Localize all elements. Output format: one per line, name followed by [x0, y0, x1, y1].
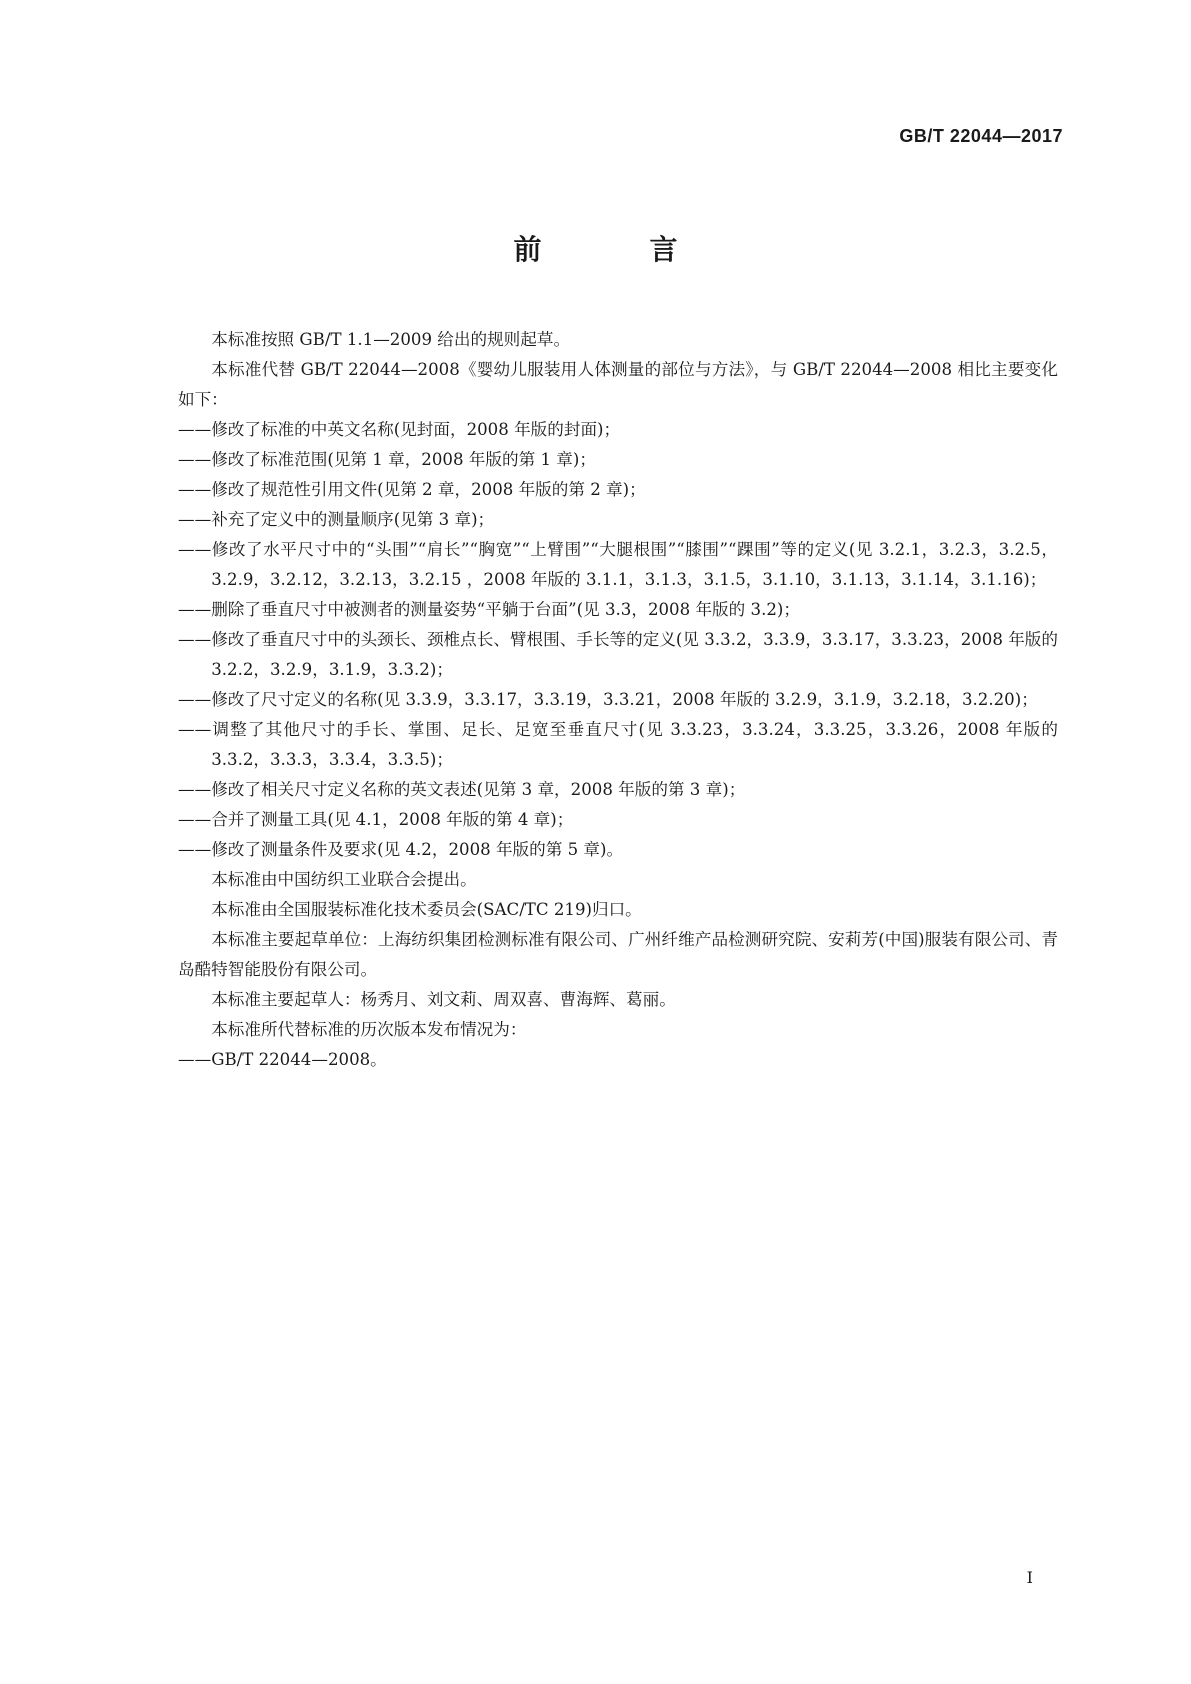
dash-mark: —— [178, 810, 212, 829]
page-title: 前 言 [513, 233, 718, 266]
history-list [178, 1045, 1058, 1075]
change-item-text: 合并了测量工具(见 4.1，2008 年版的第 4 章)； [211, 810, 574, 829]
body-text [178, 325, 1058, 1075]
dash-mark: —— [178, 420, 212, 439]
dash-mark: —— [178, 720, 212, 739]
dash-mark: —— [178, 630, 212, 649]
change-item-text: 删除了垂直尺寸中被测者的测量姿势“平躺于台面”(见 3.3，2008 年版的 3.2)； [211, 600, 800, 619]
dash-mark: —— [178, 510, 212, 529]
change-item-text: 修改了水平尺寸中的“头围”“肩长”“胸宽”“上臂围”“大腿根围”“膝围”“踝围”等的定义(见 3.2.1，3.2.3，3.2.5，3.2.9，3.2.12，3.2.13，3.2.15 ，2008 年版的 3.1.1，3.1.3，3.1.5，3.1.10，3.1.13，3.1.14，3.1.16)； [211, 540, 1058, 589]
paragraph-drafting-units: 本标准主要起草单位：上海纺织集团检测标准有限公司、广州纤维产品检测研究院、安莉芳(中国)服装有限公司、青岛酷特智能股份有限公司。 [178, 930, 1058, 979]
paragraph-proposer: 本标准由中国纺织工业联合会提出。 [211, 870, 477, 889]
change-item [178, 415, 1058, 445]
change-item-text: 修改了标准范围(见第 1 章，2008 年版的第 1 章)； [211, 450, 596, 469]
change-item-text: 修改了标准的中英文名称(见封面，2008 年版的封面)； [211, 420, 621, 439]
change-item [178, 685, 1058, 715]
dash-mark: —— [178, 690, 212, 709]
history-item [178, 1045, 1058, 1075]
change-item-text: 修改了测量条件及要求(见 4.2，2008 年版的第 5 章)。 [211, 840, 624, 859]
dash-mark: —— [178, 450, 212, 469]
history-item-text: GB/T 22044—2008。 [211, 1050, 387, 1069]
dash-mark: —— [178, 780, 212, 799]
paragraph-drafters: 本标准主要起草人：杨秀月、刘文莉、周双喜、曹海辉、葛丽。 [211, 990, 676, 1009]
change-item [178, 595, 1058, 625]
change-item-text: 调整了其他尺寸的手长、掌围、足长、足宽至垂直尺寸(见 3.3.23，3.3.24，3.3.25，3.3.26，2008 年版的 3.3.2，3.3.3，3.3.4，3.3.5)； [211, 720, 1058, 769]
change-item-text: 补充了定义中的测量顺序(见第 3 章)； [211, 510, 495, 529]
paragraph-drafting-rules: 本标准按照 GB/T 1.1—2009 给出的规则起草。 [211, 330, 571, 349]
change-item [178, 775, 1058, 805]
change-item [178, 805, 1058, 835]
change-item-text: 修改了垂直尺寸中的头颈长、颈椎点长、臂根围、手长等的定义(见 3.3.2，3.3.9，3.3.17，3.3.23，2008 年版的 3.2.2，3.2.9，3.1.9，3.3.2)； [211, 630, 1058, 679]
change-list [178, 415, 1058, 865]
dash-mark: —— [178, 480, 212, 499]
change-item [178, 505, 1058, 535]
change-item [178, 715, 1058, 775]
paragraph-replacement: 本标准代替 GB/T 22044—2008《婴幼儿服装用人体测量的部位与方法》，与 GB/T 22044—2008 相比主要变化如下： [178, 360, 1058, 409]
paragraph-history-intro: 本标准所代替标准的历次版本发布情况为： [211, 1020, 527, 1039]
paragraph-administrator: 本标准由全国服装标准化技术委员会(SAC/TC 219)归口。 [211, 900, 642, 919]
dash-mark: —— [178, 840, 212, 859]
change-item [178, 475, 1058, 505]
standard-code: GB/T 22044—2017 [899, 126, 1063, 146]
change-item [178, 445, 1058, 475]
change-item-text: 修改了尺寸定义的名称(见 3.3.9，3.3.17，3.3.19，3.3.21，2008 年版的 3.2.9，3.1.9，3.2.18，3.2.20)； [211, 690, 1038, 709]
dash-mark: —— [178, 540, 212, 559]
page-number: I [1026, 1568, 1033, 1587]
change-item [178, 835, 1058, 865]
change-item [178, 535, 1058, 595]
change-item-text: 修改了相关尺寸定义名称的英文表述(见第 3 章，2008 年版的第 3 章)； [211, 780, 746, 799]
change-item-text: 修改了规范性引用文件(见第 2 章，2008 年版的第 2 章)； [211, 480, 646, 499]
dash-mark: —— [178, 600, 212, 619]
change-item [178, 625, 1058, 685]
dash-mark: —— [178, 1050, 212, 1069]
